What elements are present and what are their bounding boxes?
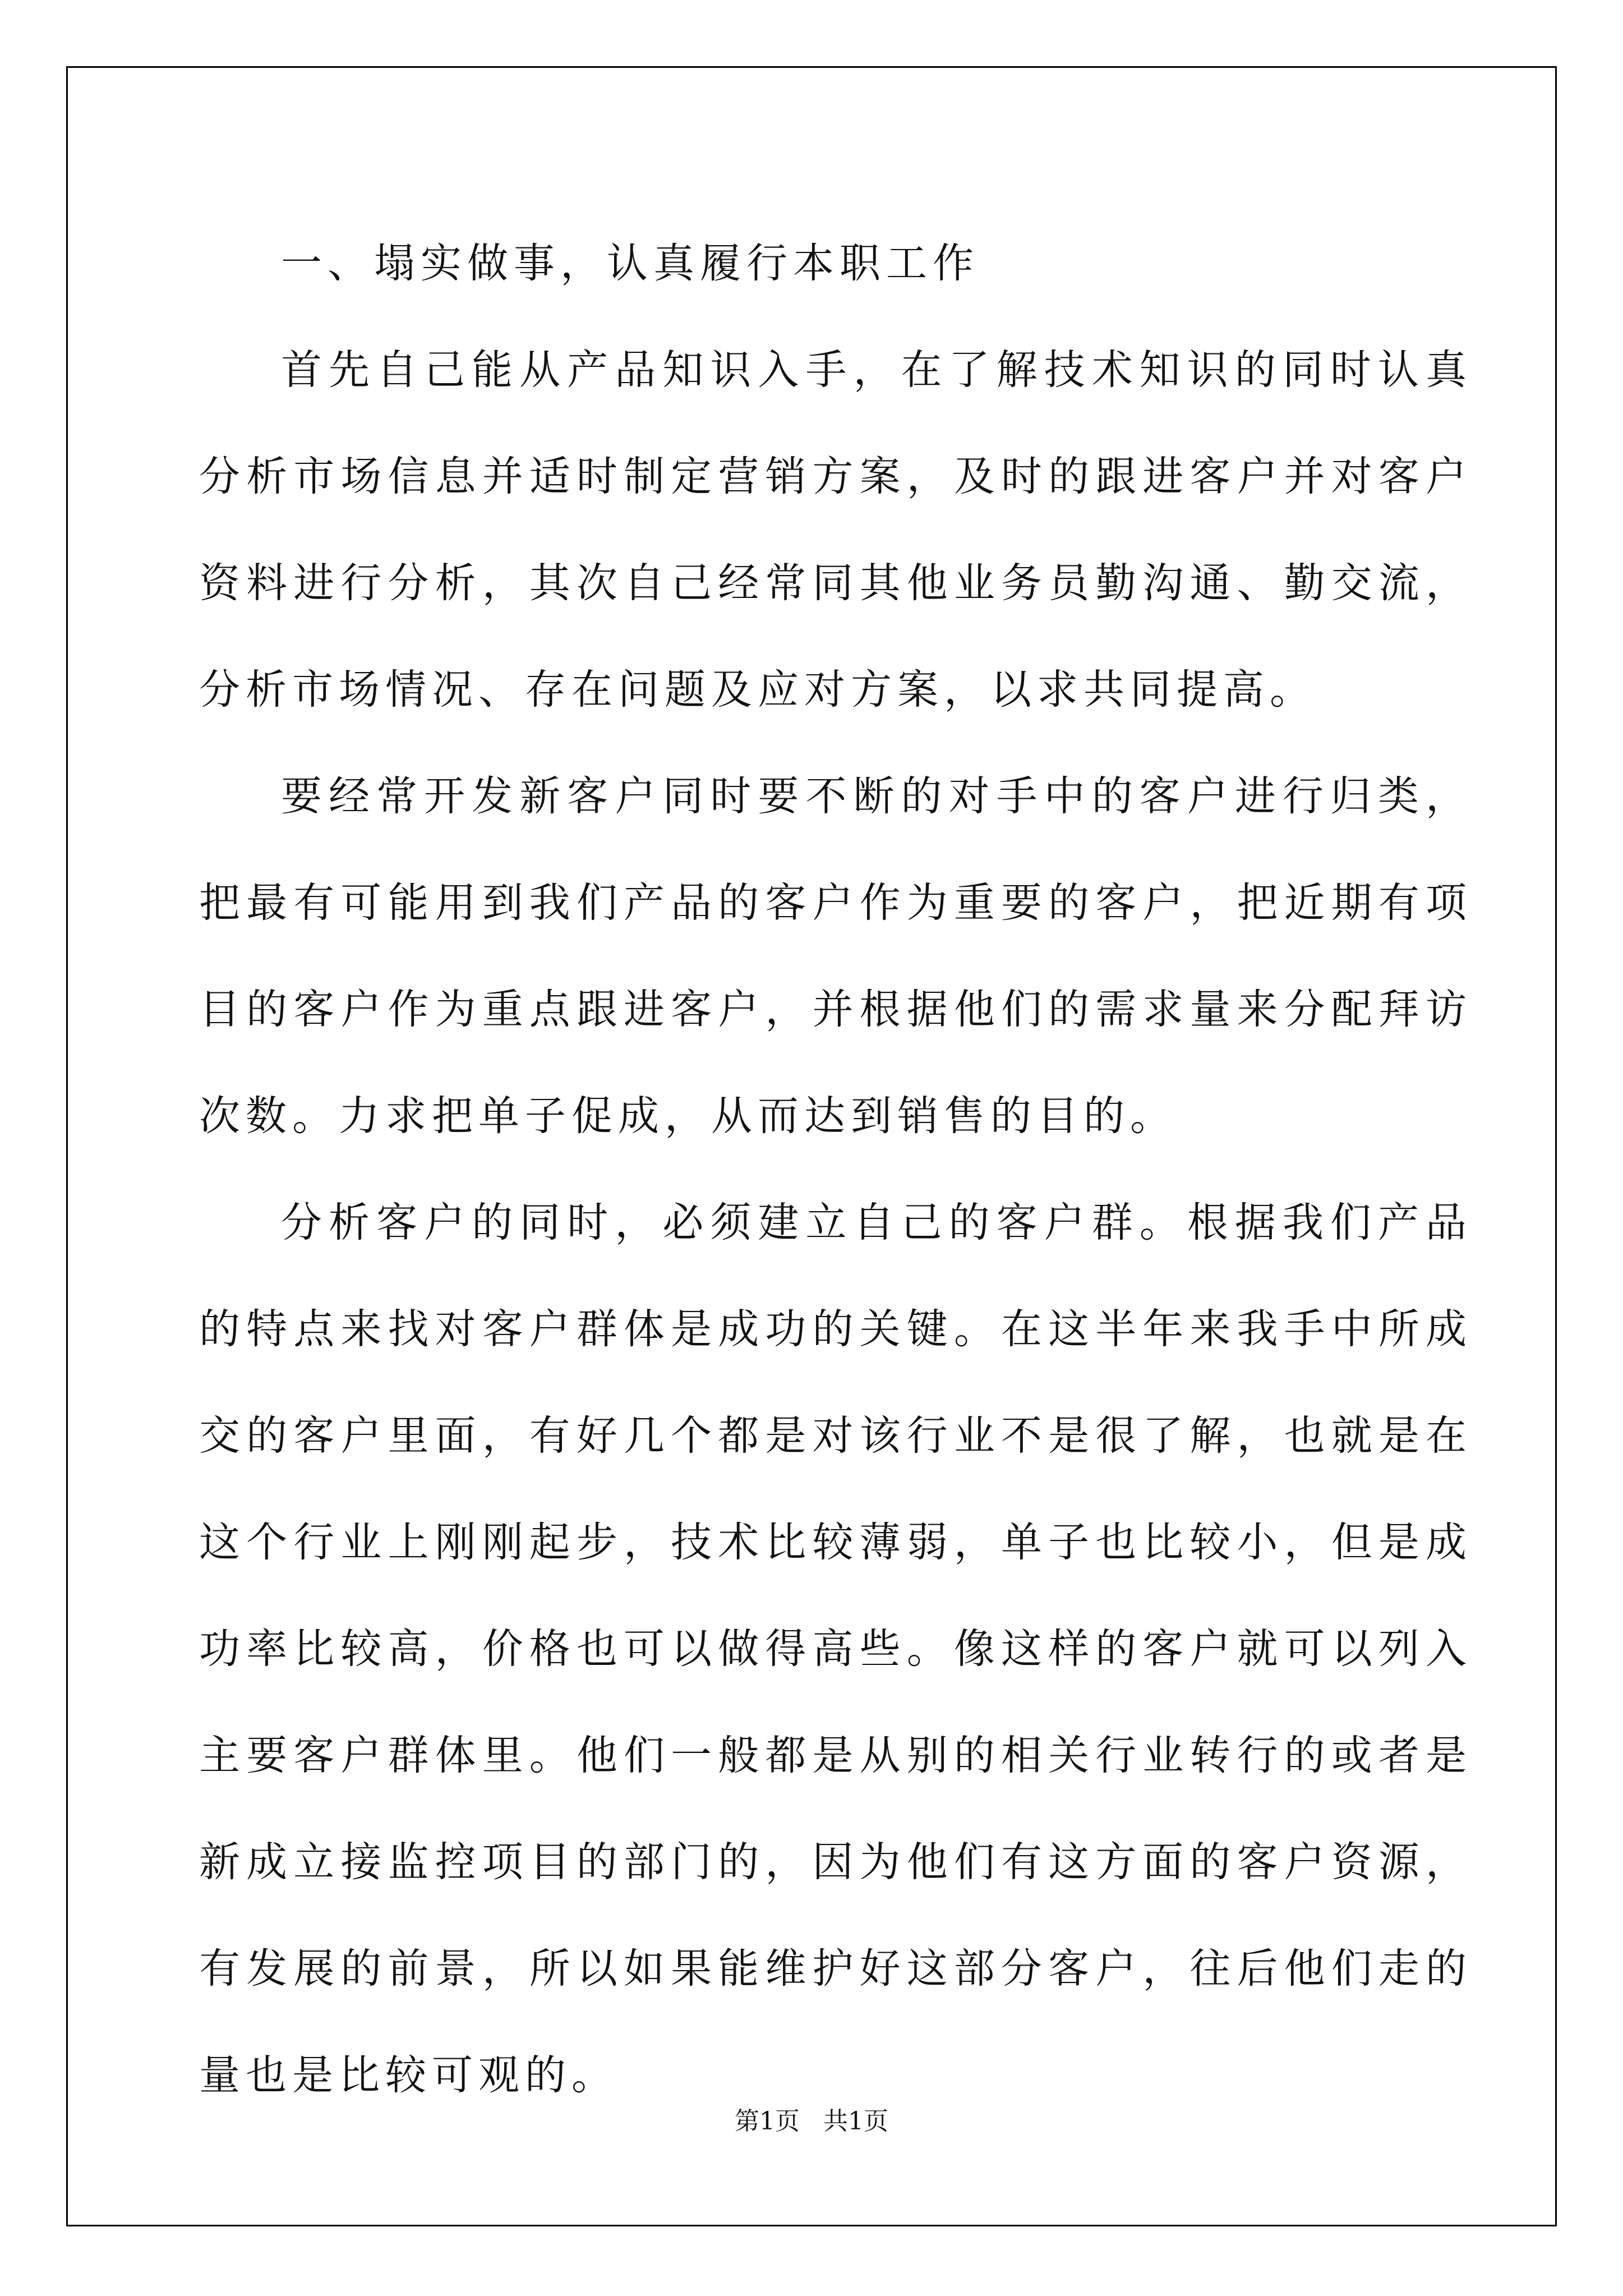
footer-spacer [800,2107,823,2136]
document-body [199,210,1472,2129]
paragraph-3: 分析客户的同时，必须建立自己的客户群。根据我们产品的特点来找对客户群体是成功的关键。在这半年来我手中所成交的客户里面，有好几个都是对该行业不是很了解，也就是在这个行业上刚刚起步，技术比较薄弱，单子也比较小，但是成功率比较高，价格也可以做得高些。像这样的客户就可以列入主要客户群体里。他们一般都是从别的相关行业转行的或者是新成立接监控项目的部门的，因为他们有这方面的客户资源，有发展的前景，所以如果能维护好这部分客户，往后他们走的量也是比较可观的。 [199,1199,1472,2099]
paragraph-2: 要经常开发新客户同时要不断的对手中的客户进行归类，把最有可能用到我们产品的客户作为重要的客户，把近期有项目的客户作为重点跟进客户，并根据他们的需求量来分配拜访次数。力求把单子促成，从而达到销售的目的。 [199,772,1472,1140]
page-number: 第1页 [735,2107,800,2136]
page-footer [0,2101,1623,2137]
paragraph-1: 首先自己能从产品知识入手，在了解技术知识的同时认真分析市场信息并适时制定营销方案，及时的跟进客户并对客户资料进行分析，其次自己经常同其他业务员勤沟通、勤交流，分析市场情况、存在问题及应对方案，以求共同提高。 [199,346,1472,714]
section-heading: 一、塌实做事，认真履行本职工作 [281,240,979,287]
page-total: 共1页 [823,2107,888,2136]
